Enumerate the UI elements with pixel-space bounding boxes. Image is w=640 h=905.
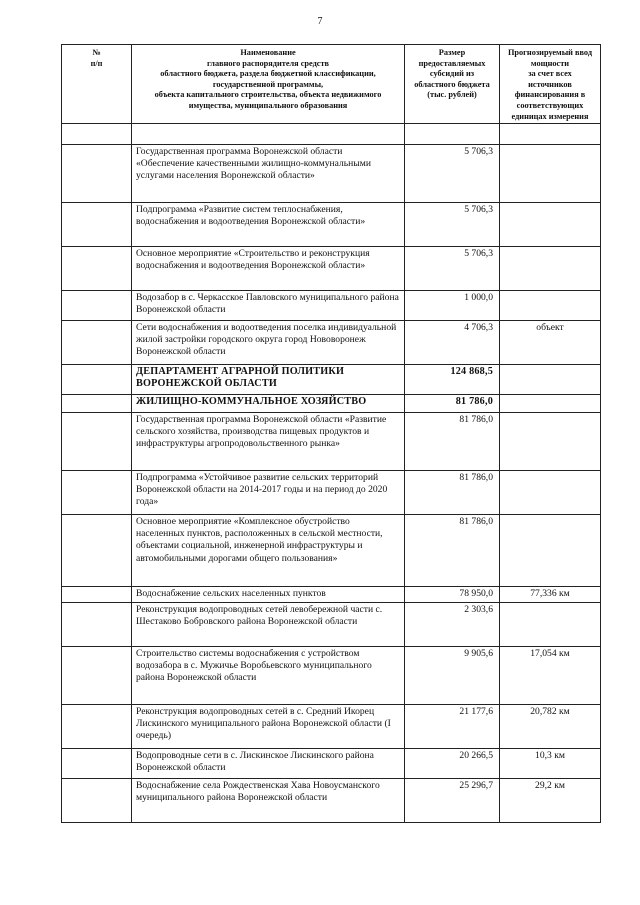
table-row: [62, 145, 601, 203]
row-capacity: [500, 145, 601, 203]
row-amount: 4 706,3: [405, 321, 500, 365]
row-number: [62, 603, 132, 647]
row-amount: 81 786,0: [405, 515, 500, 587]
table-row: [62, 749, 601, 779]
row-amount: 5 706,3: [405, 203, 500, 247]
table-row: [62, 603, 601, 647]
row-number: [62, 365, 132, 395]
row-capacity: объект: [500, 321, 601, 365]
row-capacity: [500, 413, 601, 471]
table-row: [62, 587, 601, 603]
row-number: [62, 291, 132, 321]
table-row: [62, 705, 601, 749]
row-amount: 81 786,0: [405, 413, 500, 471]
row-number: [62, 515, 132, 587]
table-row: [62, 471, 601, 515]
subsidy-table: [61, 44, 601, 823]
row-amount: 2 303,6: [405, 603, 500, 647]
header-number: № п/п: [62, 45, 132, 124]
row-number: [62, 247, 132, 291]
row-amount: 5 706,3: [405, 247, 500, 291]
table-row: [62, 413, 601, 471]
row-number: [62, 145, 132, 203]
row-amount: 124 868,5: [405, 365, 500, 395]
table-row: [62, 515, 601, 587]
row-number: [62, 587, 132, 603]
row-number: [62, 471, 132, 515]
row-amount: 1 000,0: [405, 291, 500, 321]
row-name: Водопроводные сети в с. Лискинское Лискинского района Воронежской области: [132, 749, 405, 779]
row-number: [62, 749, 132, 779]
row-name: Подпрограмма «Устойчивое развитие сельских территорий Воронежской области на 2014-2017 годы и на период до 2020 года»: [132, 471, 405, 515]
header-name: Наименование главного распорядителя средств областного бюджета, раздела бюджетной классификации, государственной программы, объекта капитального строительства, объекта недвижимого имущества, муниципального образования: [132, 45, 405, 124]
row-capacity: [500, 395, 601, 413]
row-name: Подпрограмма «Развитие систем теплоснабжения, водоснабжения и водоотведения Воронежской области»: [132, 203, 405, 247]
row-name: Сети водоснабжения и водоотведения поселка индивидуальной жилой застройки городского округа город Нововоронеж Воронежской области: [132, 321, 405, 365]
row-name: Государственная программа Воронежской области «Развитие сельского хозяйства, производства пищевых продуктов и инфраструктуры агропродовольственного рынка»: [132, 413, 405, 471]
row-capacity: [500, 365, 601, 395]
row-number: [62, 413, 132, 471]
row-name: Водоснабжение села Рождественская Хава Новоусманского муниципального района Воронежской области: [132, 779, 405, 823]
row-name: Водоснабжение сельских населенных пунктов: [132, 587, 405, 603]
row-number: [62, 779, 132, 823]
table-row: [62, 365, 601, 395]
table-row: [62, 321, 601, 365]
row-name: Водозабор в с. Черкасское Павловского муниципального района Воронежской области: [132, 291, 405, 321]
row-capacity: 77,336 км: [500, 587, 601, 603]
header-capacity: Прогнозируемый ввод мощности за счет всех источников финансирования в соответствующих единицах измерения: [500, 45, 601, 124]
table-row: [62, 291, 601, 321]
row-capacity: [500, 515, 601, 587]
row-name: Строительство системы водоснабжения с устройством водозабора в с. Мужичье Воробьевского муниципального района Воронежской области: [132, 647, 405, 705]
row-capacity: 29,2 км: [500, 779, 601, 823]
row-amount: 25 296,7: [405, 779, 500, 823]
table-row: [62, 203, 601, 247]
table-spacer-row: [62, 124, 601, 145]
header-amount: Размер предоставляемых субсидий из областного бюджета (тыс. рублей): [405, 45, 500, 124]
row-amount: 81 786,0: [405, 395, 500, 413]
table-row: [62, 247, 601, 291]
row-name: Реконструкция водопроводных сетей в с. Средний Икорец Лискинского муниципального района Воронежской области (I очередь): [132, 705, 405, 749]
row-amount: 81 786,0: [405, 471, 500, 515]
table-row: [62, 779, 601, 823]
row-capacity: 17,054 км: [500, 647, 601, 705]
row-amount: 78 950,0: [405, 587, 500, 603]
row-number: [62, 705, 132, 749]
row-number: [62, 321, 132, 365]
row-name: Основное мероприятие «Строительство и реконструкция водоснабжения и водоотведения Воронежской области»: [132, 247, 405, 291]
table-header-row: [62, 45, 601, 124]
table-body: [62, 145, 601, 823]
row-capacity: 10,3 км: [500, 749, 601, 779]
row-amount: 9 905,6: [405, 647, 500, 705]
row-number: [62, 647, 132, 705]
table-row: [62, 395, 601, 413]
row-name: ЖИЛИЩНО-КОММУНАЛЬНОЕ ХОЗЯЙСТВО: [132, 395, 405, 413]
row-name: Государственная программа Воронежской области «Обеспечение качественными жилищно-коммунальными услугами населения Воронежской области»: [132, 145, 405, 203]
table-row: [62, 647, 601, 705]
row-name: ДЕПАРТАМЕНТ АГРАРНОЙ ПОЛИТИКИ ВОРОНЕЖСКОЙ ОБЛАСТИ: [132, 365, 405, 395]
row-amount: 20 266,5: [405, 749, 500, 779]
row-number: [62, 203, 132, 247]
page-number: 7: [317, 16, 323, 27]
row-capacity: [500, 247, 601, 291]
row-name: Основное мероприятие «Комплексное обустройство населенных пунктов, расположенных в сельской местности, объектами социальной, инженерной инфраструктуры и автомобильными дорогами общего пользования»: [132, 515, 405, 587]
row-number: [62, 395, 132, 413]
row-capacity: [500, 291, 601, 321]
row-capacity: [500, 203, 601, 247]
row-capacity: 20,782 км: [500, 705, 601, 749]
row-capacity: [500, 471, 601, 515]
row-capacity: [500, 603, 601, 647]
row-amount: 5 706,3: [405, 145, 500, 203]
row-name: Реконструкция водопроводных сетей левобережной части с. Шестаково Бобровского района Воронежской области: [132, 603, 405, 647]
row-amount: 21 177,6: [405, 705, 500, 749]
